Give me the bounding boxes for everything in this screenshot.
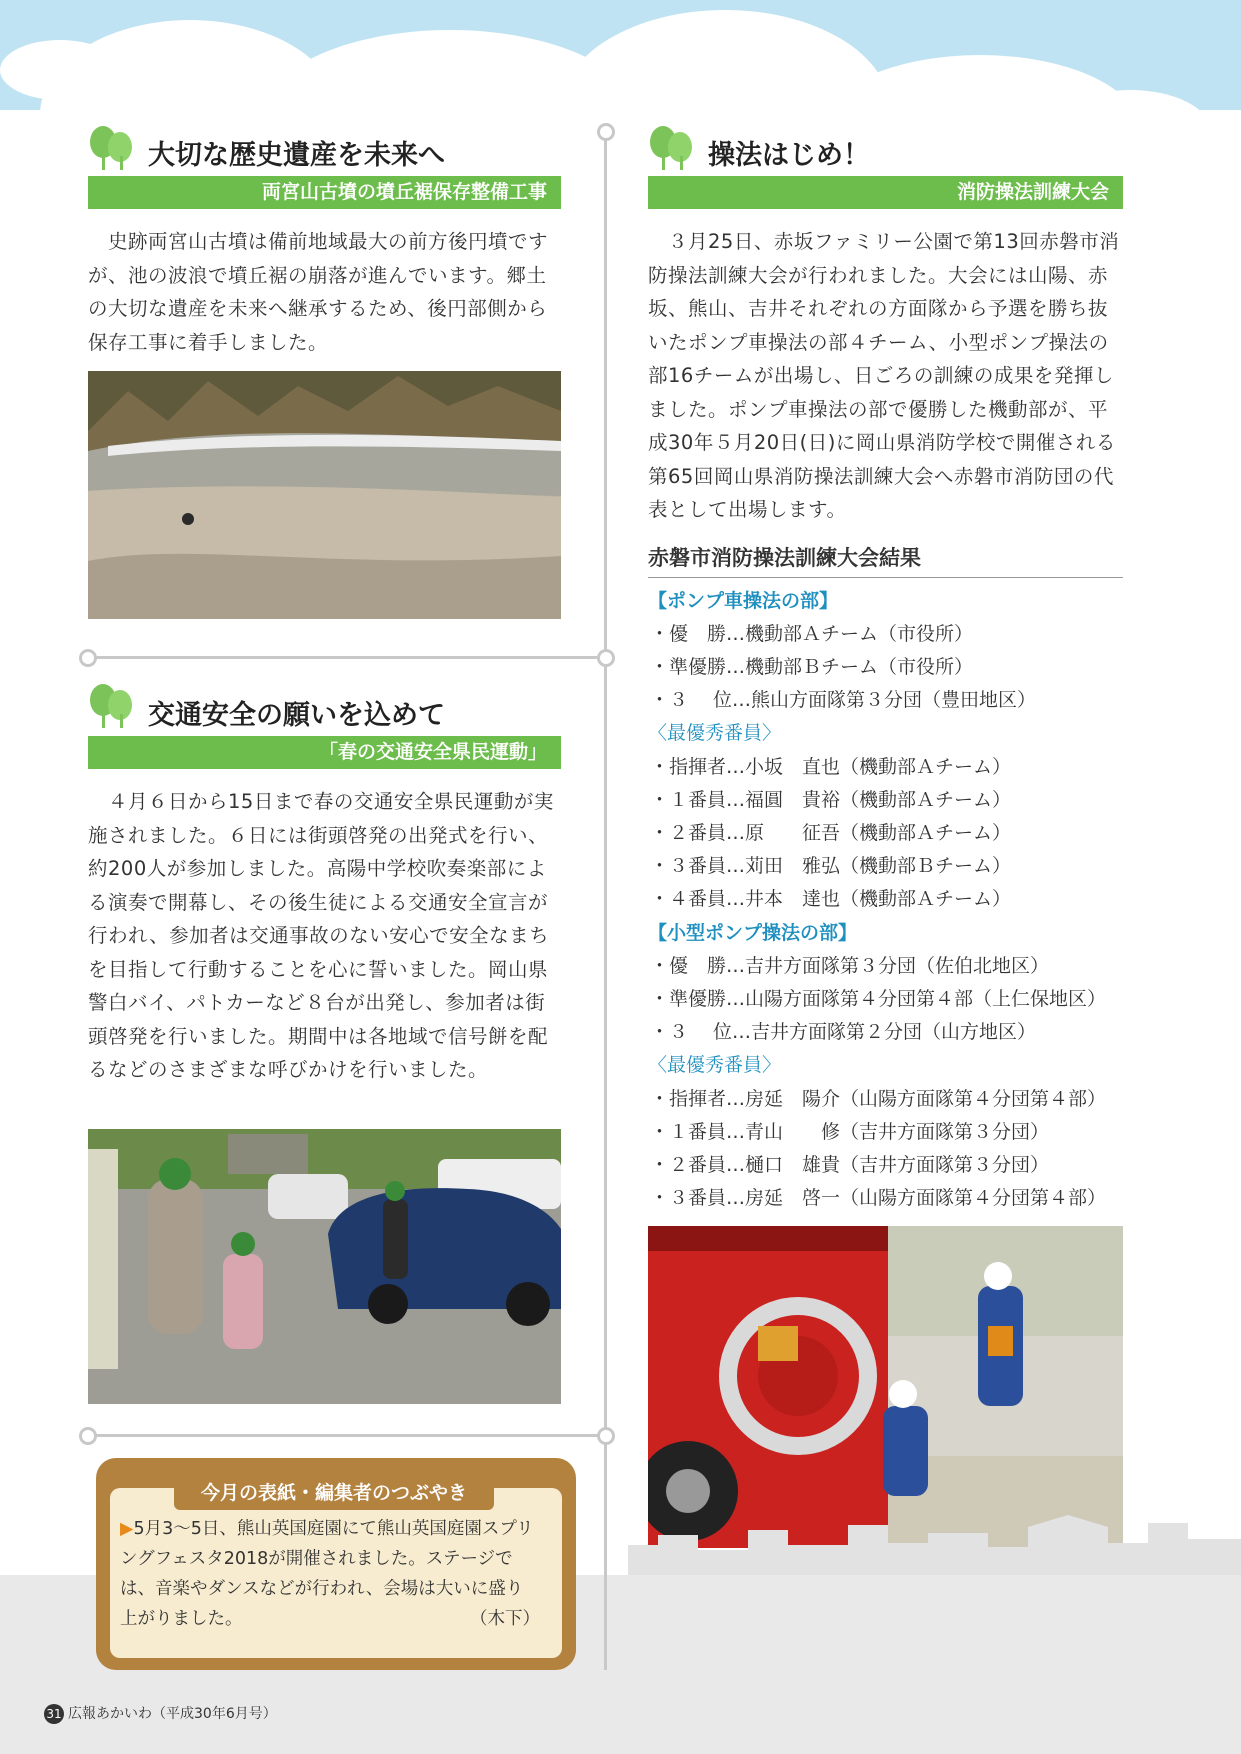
editor-note-body: 5月3〜5日、熊山英国庭園にて熊山英国庭園スプリングフェスタ2018が開催されました。ステージでは、音楽やダンスなどが行われ、会場は大いに盛り上がりました。 [120,1519,534,1629]
page-number: 31 [44,1704,64,1724]
category-pump-car: 【ポンプ車操法の部】 [648,590,839,612]
editor-note-text [120,1514,540,1634]
page-footer [44,1703,277,1724]
divider-dot [597,123,615,141]
editor-note-title: 今月の表紙・編集者のつぶやき [174,1476,494,1510]
section-body: 史跡両宮山古墳は備前地域最大の前方後円墳ですが、池の波浪で墳丘裾の崩落が進んでいます。郷土の大切な遺産を未来へ継承するため、後円部側から保存工事に着手しました。 [88,230,549,354]
best-member-row: ・３番員…苅田 雅弘（機動部Ｂチーム） [650,855,1012,877]
section-subtitle: 両宮山古墳の墳丘裾保存整備工事 [88,176,561,209]
divider-dot [597,1427,615,1445]
best-member-row: ・指揮者…小坂 直也（機動部Ａチーム） [650,756,1012,778]
divider-dot [79,649,97,667]
best-member-row: ・３番員…房延 啓一（山陽方面隊第４分団第４部） [650,1187,1107,1209]
results-heading: 赤磐市消防操法訓練大会結果 [648,546,921,570]
best-member-row: ・２番員…樋口 雄貴（吉井方面隊第３分団） [650,1154,1050,1176]
tree-icon [650,126,696,172]
fire-drill-photo [648,1226,1123,1548]
result-row: ・優 勝…機動部Ａチーム（市役所） [650,623,974,645]
result-row: ・３ 位…吉井方面隊第２分団（山方地区） [650,1021,1037,1043]
best-member-label: 〈最優秀番員〉 [648,1054,782,1076]
category-small-pump: 【小型ポンプ操法の部】 [648,922,858,944]
best-member-row: ・２番員…原 征吾（機動部Ａチーム） [650,822,1012,844]
traffic-safety-photo [88,1129,561,1404]
section-title: 操法はじめ！ [708,140,870,171]
section-body: ４月６日から15日まで春の交通安全県民運動が実施されました。６日には街頭啓発の出発式を行い、約200人が参加しました。高陽中学校吹奏楽部による演奏で開幕し、その後生徒による交通安全宣言が行われ、参加者は交通事故のない安心で安全なまちを目指して行動することを心に誓いました。岡山県警白バイ、パトカーなど８台が出発し、参加者は街頭啓発を行いました。期間中は各地域で信号餅を配るなどのさまざまな呼びかけを行いました。 [88,790,554,1081]
result-row: ・優 勝…吉井方面隊第３分団（佐伯北地区） [650,955,1050,977]
row-divider [86,1434,606,1437]
arrow-icon: ▶ [120,1519,134,1539]
section-subtitle: 「春の交通安全県民運動」 [88,736,561,769]
result-row: ・３ 位…熊山方面隊第３分団（豊田地区） [650,689,1037,711]
results-rule [648,577,1123,578]
section-body: ３月25日、赤坂ファミリー公園で第13回赤磐市消防操法訓練大会が行われました。大会には山陽、赤坂、熊山、吉井それぞれの方面隊から予選を勝ち抜いたポンプ車操法の部４チーム、小型ポンプ操法の部16チームが出場し、日ごろの訓練の成果を発揮しました。ポンプ車操法の部で優勝した機動部が、平成30年５月20日(日)に岡山県消防学校で開催される第65回岡山県消防操法訓練大会へ赤磐市消防団の代表として出場します。 [648,230,1120,521]
kofun-photo [88,371,561,619]
divider-dot [79,1427,97,1445]
section-title: 交通安全の願いを込めて [148,700,445,731]
editor-note-author: （木下） [470,1609,540,1629]
best-member-row: ・１番員…青山 修（吉井方面隊第３分団） [650,1121,1050,1143]
town-silhouette [628,1515,1241,1575]
best-member-row: ・指揮者…房延 陽介（山陽方面隊第４分団第４部） [650,1088,1107,1110]
tree-icon [90,684,136,730]
divider-dot [597,649,615,667]
best-member-row: ・１番員…福圓 貴裕（機動部Ａチーム） [650,789,1012,811]
tree-icon [90,126,136,172]
result-row: ・準優勝…山陽方面隊第４分団第４部（上仁保地区） [650,988,1107,1010]
row-divider [86,656,606,659]
section-subtitle: 消防操法訓練大会 [648,176,1123,209]
result-row: ・準優勝…機動部Ｂチーム（市役所） [650,656,974,678]
section-title: 大切な歴史遺産を未来へ [148,140,445,171]
footer-text: 広報あかいわ（平成30年6月号） [68,1706,277,1722]
best-member-label: 〈最優秀番員〉 [648,722,782,744]
editor-note-box [96,1458,576,1670]
best-member-row: ・４番員…井本 達也（機動部Ａチーム） [650,888,1012,910]
